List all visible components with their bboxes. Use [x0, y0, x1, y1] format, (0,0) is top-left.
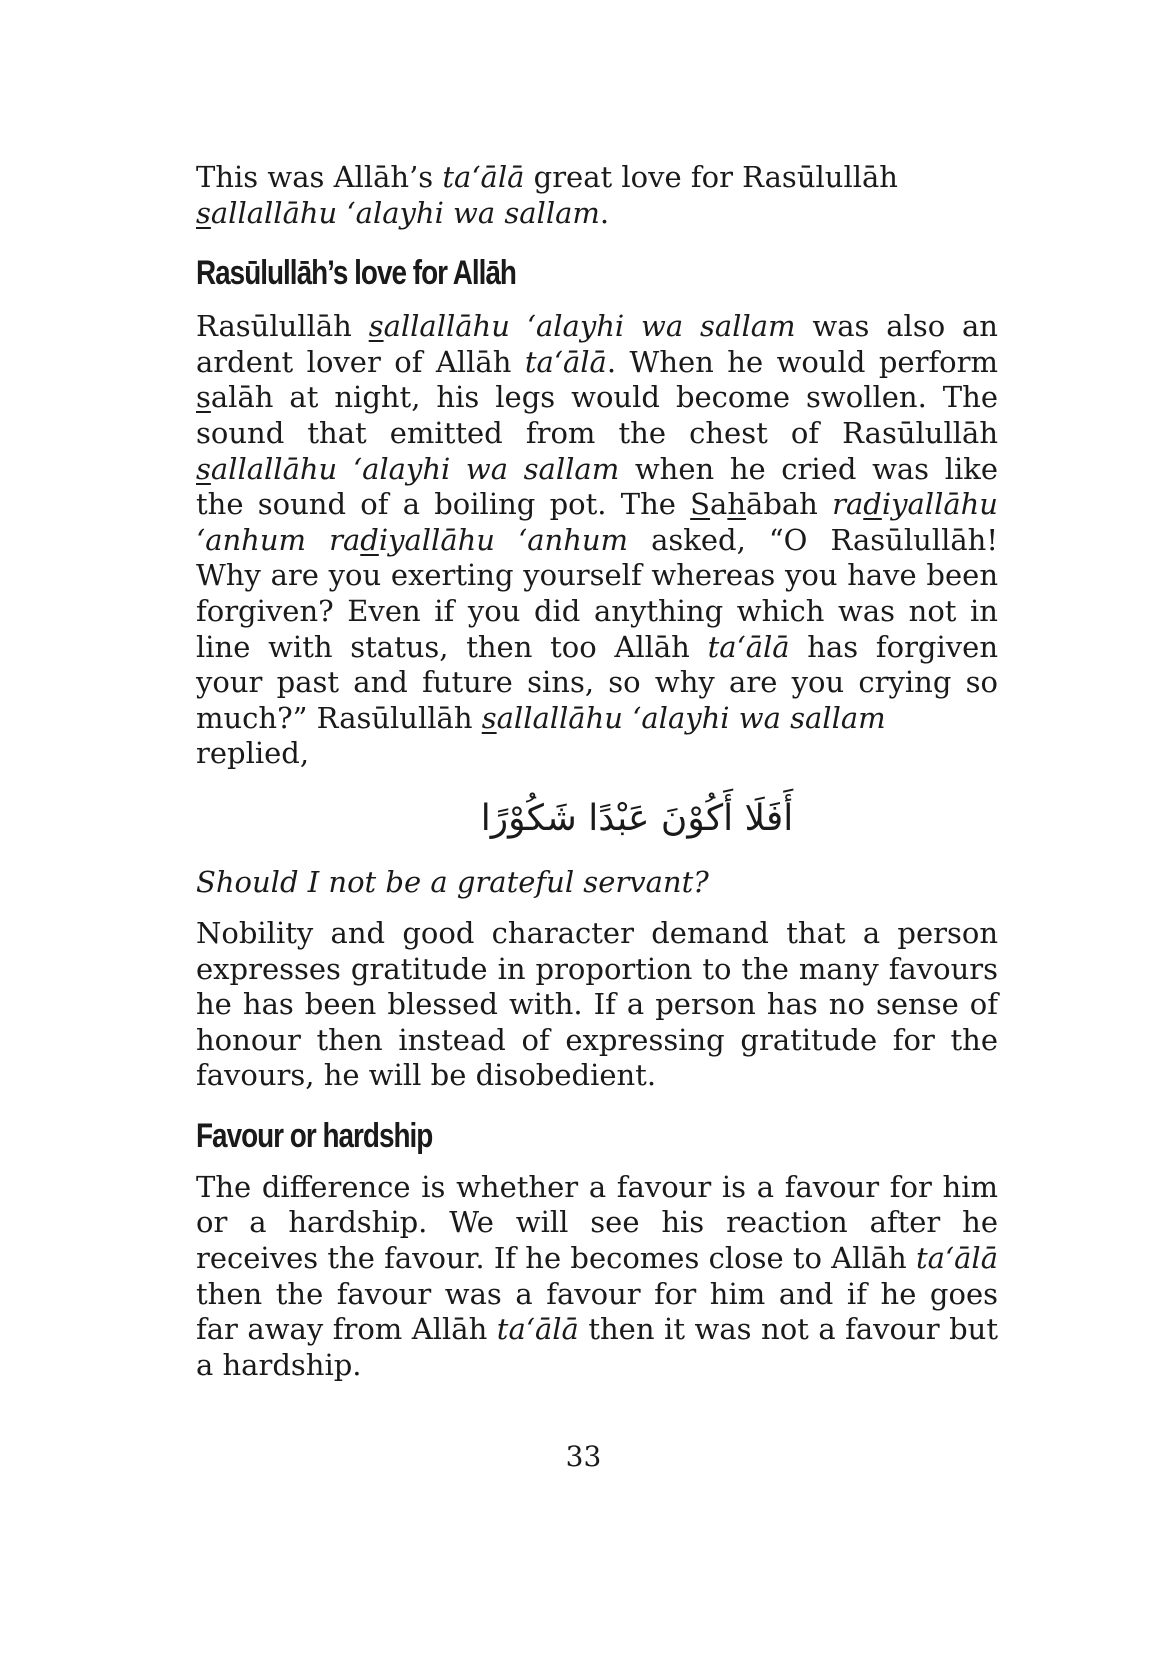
text: alāh at night, his legs would become swollen. The sound that emitted from the chest of Rasūlullāh [196, 380, 998, 450]
arabic-quote: أَفَلَا أَكُوْنَ عَبْدًا شَكُوْرًا [480, 797, 794, 839]
underlined-letter: s [196, 451, 211, 486]
section-heading-love: Rasūlullāh’s love for Allāh [196, 254, 516, 293]
page-number: 33 [565, 1440, 602, 1473]
transliteration: ta‘ālā [915, 1241, 998, 1276]
underlined-letter: S [690, 487, 711, 522]
transliteration: ra [832, 487, 864, 522]
quote-translation: Should I not be a grateful servant? [196, 864, 709, 899]
underlined-letter: d [360, 522, 379, 557]
text: was also an ardent lover of Allāh [196, 309, 998, 379]
gratitude-paragraph: Nobility and good character demand that a person expresses gratitude in proportion to the many favours he has been blessed with. If a person has no sense of honour then instead of expressing gratitude for the favours, he will be disobedient. [196, 915, 998, 1093]
intro-underlined-letter: s [196, 195, 211, 230]
page-body [196, 160, 998, 1383]
text: replied, [196, 736, 310, 771]
intro-text-2: great love for Rasūlullāh [524, 160, 898, 194]
favour-paragraph [196, 1170, 998, 1384]
transliteration: ta‘ālā [707, 629, 790, 664]
salutation: allallāhu ‘alayhi wa sallam [210, 451, 620, 486]
intro-transliteration-1: ta‘ālā [442, 160, 525, 194]
text: then it was not a favour but a hardship. [196, 1312, 998, 1382]
underlined-letter: s [196, 380, 211, 415]
intro-salutation: allallāhu ‘alayhi wa sallam [210, 195, 600, 230]
transliteration: iyallāhu ‘anhum [378, 522, 629, 557]
text: then the favour was a favour for him and if he goes far away from Allāh [196, 1276, 998, 1347]
text: asked, “O Rasūlullāh! Why are you exerting yourself whereas you have been forgiven? Even if you did anything which was not in line with status, then too Allāh [196, 522, 998, 664]
text: when he cried was like the sound of a boiling pot. The [196, 451, 998, 522]
text: a [710, 487, 728, 522]
text: ābah [746, 487, 833, 522]
section-heading-favour: Favour or hardship [196, 1116, 433, 1155]
transliteration: ta‘ālā [524, 344, 607, 379]
text: The difference is whether a favour is a favour for him or a hardship. We will see his reaction after he receives the favour. If he becomes close to Allāh [196, 1169, 998, 1276]
underlined-letter: d [863, 487, 882, 522]
salutation: allallāhu ‘alayhi wa sallam [383, 309, 796, 344]
transliteration: iyallāhu ‘anhum ra [196, 487, 998, 557]
intro-paragraph [196, 160, 998, 231]
intro-text-3: . [599, 195, 610, 230]
salutation: allallāhu ‘alayhi wa sallam [496, 700, 886, 735]
transliteration: ta‘ālā [496, 1312, 579, 1347]
text: Rasūlullāh [196, 309, 369, 344]
underlined-letter: s [481, 700, 497, 735]
underlined-letter: h [727, 487, 747, 522]
intro-text-1: This was Allāh’s [196, 160, 443, 194]
text: . When he would perform [606, 344, 998, 379]
love-paragraph [196, 309, 998, 772]
text: has forgiven your past and future sins, so why are you crying so much?” Rasūlullāh [196, 629, 998, 735]
underlined-letter: s [368, 309, 384, 344]
